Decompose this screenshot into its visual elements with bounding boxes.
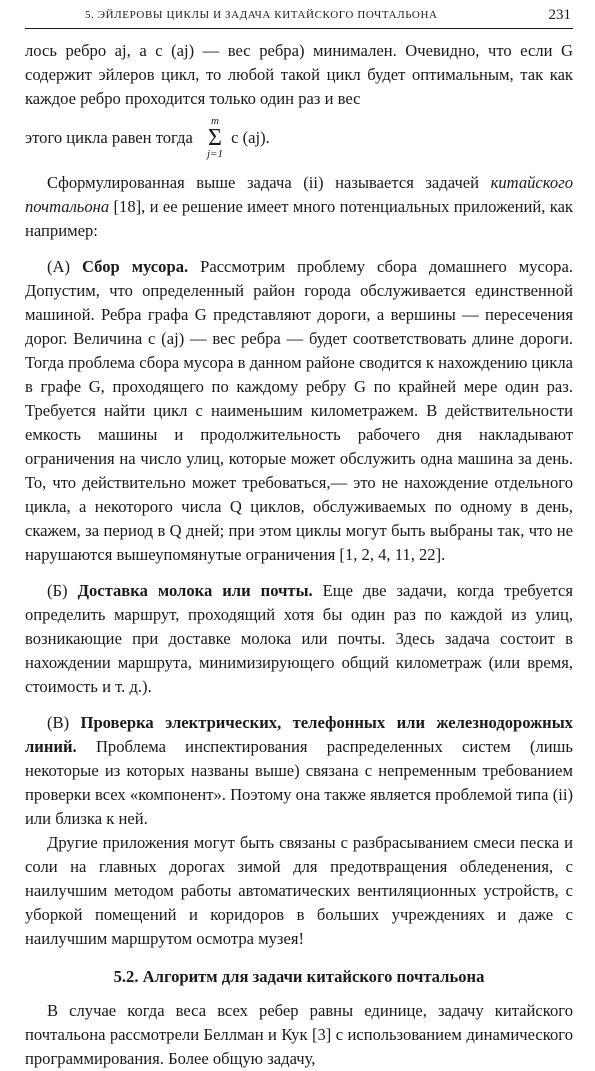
item-c-title: Проверка электрических, телефонных или железнодорожных линий.: [25, 713, 573, 756]
item-b-title: Доставка молока или почты.: [77, 581, 313, 600]
other-applications-text: Другие приложения могут быть связаны с разбрасыванием смеси песка и соли на главных дорогах зимой для предотвращения обледенения, с наилучшим методом работы автоматических вентиляционных устройств, с уборкой помещений и коридоров в больших учреждениях и даже с наилучшим маршрутом осмотра музея!: [25, 833, 573, 948]
item-a-paragraph: [25, 255, 573, 567]
summation-formula: [207, 116, 223, 160]
item-a-text: Рассмотрим проблему сбора домашнего мусора. Допустим, что определенный район города обслуживается единственной машиной. Ребра графа G представляют дороги, а вершины — пересечения дорог. Величина c (aj) — вес ребра — будет соответствовать длине дороги. Тогда проблема сбора мусора в данном районе сводится к нахождению цикла в графе G, проходящего по каждому ребру G по крайней мере один раз. Требуется найти цикл с наименьшим километражем. В действительности емкость машины и продолжительность рабочего дня накладывают ограничения на число улиц, которые может обслужить одна машина за день. То, что действительно может требоваться,— это не нахождение отдельного цикла, а некоторого числа Q циклов, обслуживаемых по одному в день, скажем, за период в Q дней; при этом циклы могут быть выбраны так, что не нарушаются вышеупомянутые ограничения [1, 2, 4, 11, 22].: [25, 257, 573, 564]
definition-paragraph: [25, 171, 573, 243]
book-page: [25, 0, 573, 1071]
item-b-text: Еще две задачи, когда требуется определить маршрут, проходящий хотя бы один раз по каждой из улиц, возникающие при доставке молока или почты. Здесь задача состоит в нахождении маршрута, минимизирующего общий километраж (или время, стоимость и т. д.).: [25, 581, 574, 696]
sigma-symbol: Σ: [207, 125, 222, 151]
sum-lower-limit: j=1: [206, 148, 223, 160]
page-body: [25, 39, 573, 1071]
page-number: 231: [548, 7, 571, 23]
section-paragraph: [25, 999, 573, 1071]
item-a-title: Сбор мусора.: [81, 257, 189, 276]
definition-before: Сформулированная выше задача (ii) называется задачей: [47, 173, 491, 192]
sum-after-text: c (aj).: [226, 128, 270, 147]
item-c-text: Проблема инспектирования распределенных систем (лишь некоторые из которых названы выше) связана с непременным требованием проверки всех «компонент». Поэтому она также является проблемой типа (ii) или близка к ней.: [25, 737, 573, 828]
item-b-paragraph: [25, 579, 573, 699]
intro-paragraph: [25, 39, 573, 111]
item-b-label: (Б): [47, 581, 78, 600]
sum-upper-limit: m: [210, 115, 219, 127]
definition-after: [18], и ее решение имеет много потенциальных приложений, как например:: [25, 197, 573, 240]
running-head-title: 5. ЭЙЛЕРОВЫ ЦИКЛЫ И ЗАДАЧА КИТАЙСКОГО ПОЧТАЛЬОНА: [85, 9, 438, 21]
intro-text: лось ребро aj, а c (aj) — вес ребра) минимален. Очевидно, что если G содержит эйлеров цикл, то любой такой цикл будет оптимальным, так как каждое ребро проходится только один раз и вес: [25, 41, 573, 108]
sum-formula-line: [25, 105, 573, 171]
definition-term: китайского почтальона: [25, 173, 573, 216]
section-text: В случае когда веса всех ребер равны единице, задачу китайского почтальона рассмотрели Беллман и Кук [3] с использованием динамического программирования. Более общую задачу,: [25, 1001, 573, 1068]
item-c-label: (В): [47, 713, 81, 732]
other-applications-paragraph: [25, 831, 573, 951]
running-head: [25, 4, 573, 29]
sum-before-text: этого цикла равен тогда: [25, 128, 197, 147]
item-c-paragraph: [25, 711, 573, 831]
item-a-label: (А): [47, 257, 82, 276]
section-heading: 5.2. Алгоритм для задачи китайского почтальона: [113, 967, 485, 986]
